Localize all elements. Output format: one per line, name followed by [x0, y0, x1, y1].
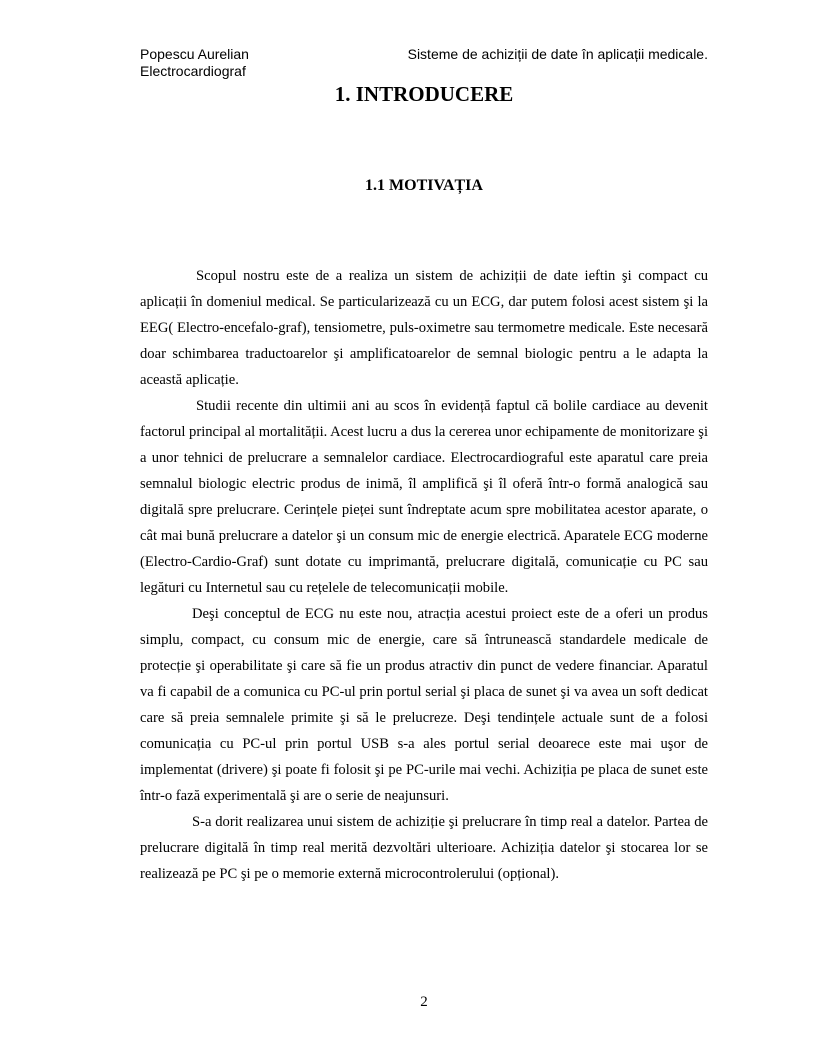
header-document-title: Sisteme de achiziții de date în aplicații medicale. [407, 46, 708, 62]
header-author: Popescu Aurelian [140, 46, 249, 62]
header-subject: Electrocardiograf [140, 63, 246, 79]
chapter-title: 1. INTRODUCERE [334, 82, 514, 106]
page-number: 2 [420, 994, 428, 1010]
paragraph-1: Scopul nostru este de a realiza un sistem de achiziții de date ieftin şi compact cu aplicații în domeniul medical. Se particularizează cu un ECG, dar putem folosi acest sistem şi la EEG( Electro-encefalo-graf), tensiometre, puls-oximetre sau termometre medicale. Este necesară doar schimbarea traductoarelor şi amplificatoarelor de semnal biologic pentru a le adapta la această aplicație. [140, 268, 708, 388]
paragraph-3: Deşi conceptul de ECG nu este nou, atracția acestui proiect este de a oferi un produs simplu, compact, cu consum mic de energie, care să întrunească standardele medicale de protecție şi operabilitate şi care să fie un produs atractiv din punct de vedere financiar. Aparatul va fi capabil de a comunica cu PC-ul prin portul serial şi placa de sunet şi va avea un soft dedicat care să preia semnalele primite şi să le prelucreze. Deşi tendințele actuale sunt de a folosi comunicația cu PC-ul prin portul USB s-a ales portul serial deoarece este mai uşor de implementat (drivere) şi poate fi folosit şi pe PC-urile mai vechi. Achiziția pe placa de sunet este într-o fază experimentală şi are o serie de neajunsuri. [140, 606, 708, 804]
paragraph-4: S-a dorit realizarea unui sistem de achiziție şi prelucrare în timp real a datelor. Partea de prelucrare digitală în timp real merită dezvoltări ulterioare. Achiziția datelor şi stocarea lor se realizează pe PC şi pe o memorie externă microcontrolerului (opțional). [140, 814, 708, 882]
section-title: 1.1 MOTIVAȚIA [365, 177, 483, 194]
body-text [140, 263, 708, 887]
paragraph-2: Studii recente din ultimii ani au scos în evidență faptul că bolile cardiace au devenit factorul principal al mortalității. Acest lucru a dus la cererea unor echipamente de monitorizare şi a unor tehnici de prelucrare a semnalelor cardiace. Electrocardiograful este aparatul care preia semnalul biologic electric produs de inimă, îl amplifică şi îl oferă într-o formă analogică sau digitală spre prelucrare. Cerințele pieței sunt îndreptate acum spre mobilitatea acestor aparate, o cât mai bună prelucrare a datelor şi un consum mic de energie electrică. Aparatele ECG moderne (Electro-Cardio-Graf) sunt dotate cu imprimantă, prelucrare digitală, comunicație cu PC sau legături cu Internetul sau cu rețelele de telecomunicații mobile. [140, 398, 708, 596]
header-left [140, 46, 249, 80]
